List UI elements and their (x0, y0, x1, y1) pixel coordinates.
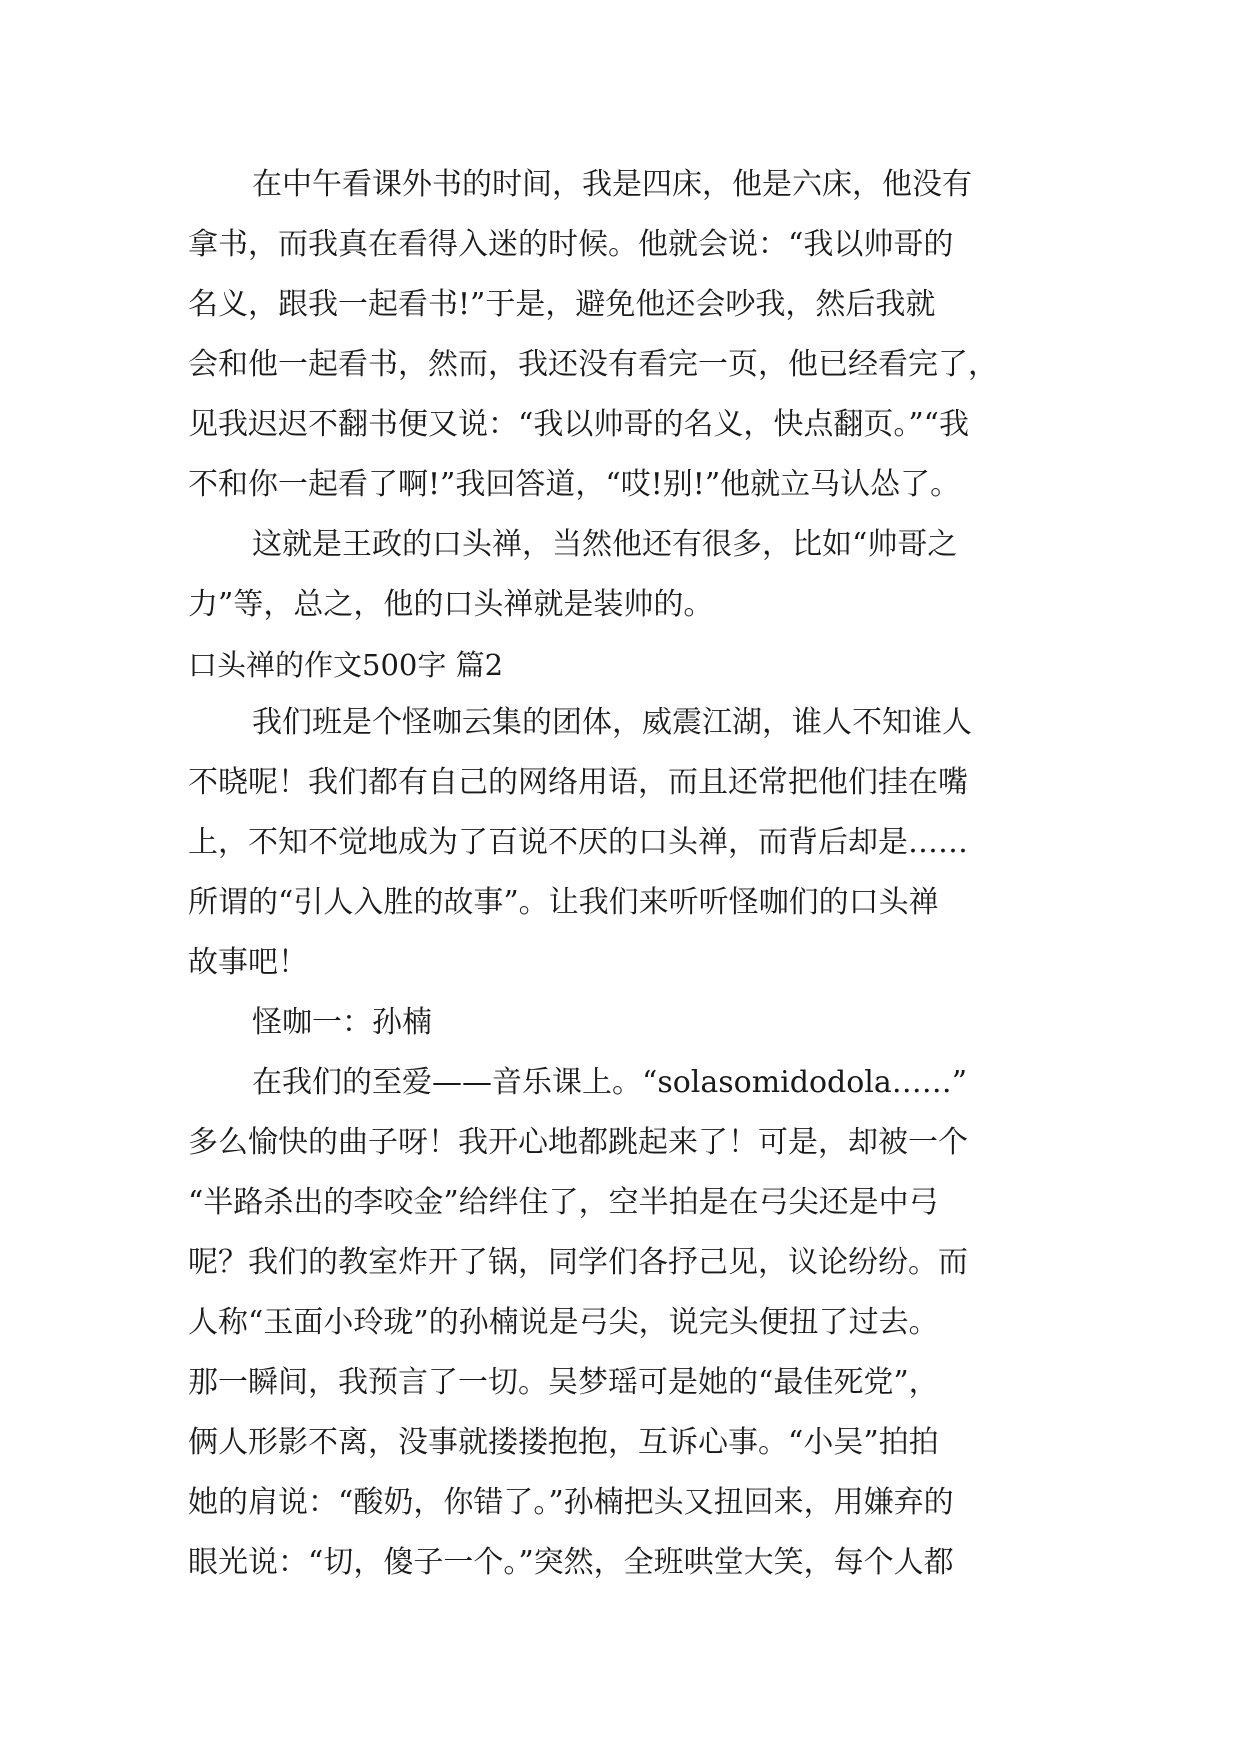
paragraph-line: 不晓呢！我们都有自己的网络用语，而且还常把他们挂在嘴 (188, 765, 968, 800)
paragraph-line: 多么愉快的曲子呀！我开心地都跳起来了！可是，却被一个 (188, 1125, 968, 1160)
paragraph-line: 会和他一起看书，然而，我还没有看完一页，他已经看完了， (188, 347, 998, 382)
paragraph-line: 名义，跟我一起看书!”于是，避免他还会吵我，然后我就 (188, 287, 936, 322)
paragraph-line: 在中午看课外书的时间，我是四床，他是六床，他没有 (252, 167, 972, 202)
paragraph-line: 我们班是个怪咖云集的团体，威震江湖，谁人不知谁人 (252, 705, 972, 740)
paragraph-line: 俩人形影不离，没事就搂搂抱抱，互诉心事。“小吴”拍拍 (188, 1425, 939, 1460)
paragraph-line: 所谓的“引人入胜的故事”。让我们来听听怪咖们的口头禅 (188, 885, 939, 920)
paragraph-line: 力”等，总之，他的口头禅就是装帅的。 (188, 587, 714, 622)
paragraph-line: 见我迟迟不翻书便又说：“我以帅哥的名义，快点翻页。”“我 (188, 407, 970, 442)
paragraph-line: 眼光说：“切，傻子一个。”突然，全班哄堂大笑，每个人都 (188, 1545, 954, 1580)
paragraph-line: 不和你一起看了啊!”我回答道，“哎!别!”他就立马认怂了。 (188, 467, 961, 502)
section-heading: 口头禅的作文500字 篇2 (188, 648, 504, 682)
paragraph-line: “半路杀出的李咬金”给绊住了，空半拍是在弓尖还是中弓 (188, 1185, 939, 1220)
paragraph-line: 在我们的至爱——音乐课上。“solasomidodola……” (252, 1065, 968, 1100)
paragraph-line: 她的肩说：“酸奶，你错了。”孙楠把头又扭回来，用嫌弃的 (188, 1485, 954, 1520)
paragraph-line: 故事吧！ (188, 945, 308, 980)
paragraph-line: 人称“玉面小玲珑”的孙楠说是弓尖，说完头便扭了过去。 (188, 1305, 939, 1340)
paragraph-line: 呢？我们的教室炸开了锅，同学们各抒己见，议论纷纷。而 (188, 1245, 968, 1280)
paragraph-line: 拿书，而我真在看得入迷的时候。他就会说：“我以帅哥的 (188, 227, 954, 262)
subheading: 怪咖一：孙楠 (252, 1005, 432, 1040)
document-body (188, 155, 1078, 1593)
paragraph-line: 这就是王政的口头禅，当然他还有很多，比如“帅哥之 (252, 527, 958, 562)
paragraph-line: 上，不知不觉地成为了百说不厌的口头禅，而背后却是…… (188, 825, 968, 860)
paragraph-line: 那一瞬间，我预言了一切。吴梦瑶可是她的“最佳死党”， (188, 1365, 939, 1400)
